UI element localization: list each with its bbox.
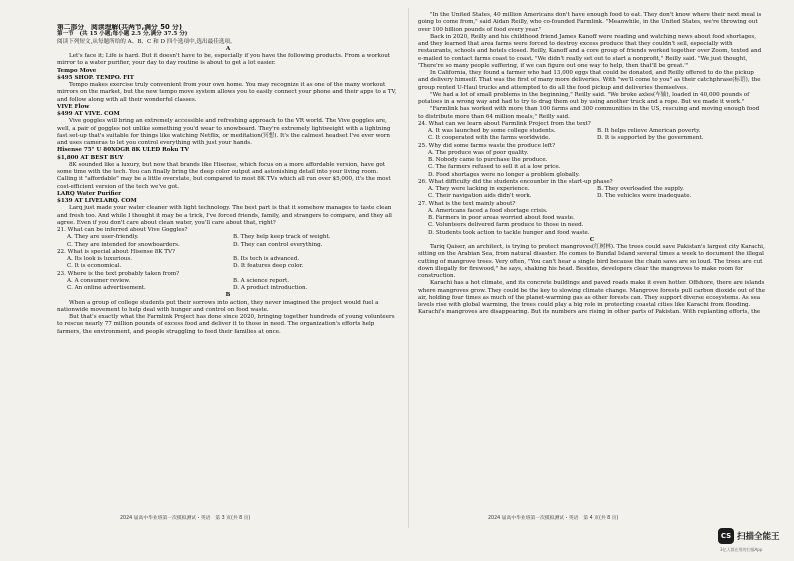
question-22-options bbox=[57, 256, 399, 271]
option: D. The vehicles were inadequate. bbox=[597, 193, 692, 200]
option: A. Its look is luxurious. bbox=[67, 256, 133, 262]
option: A. They were lacking in experience. bbox=[428, 186, 530, 192]
option: C. It cooperated with the farms worldwide. bbox=[428, 135, 551, 142]
question-26: 26. What difficulty did the students encounter in the start-up phase? bbox=[418, 178, 613, 185]
option: D. Students took action to tackle hunger and food waste. bbox=[428, 229, 590, 236]
option: B. Nobody came to purchase the produce. bbox=[428, 157, 548, 163]
option: C. The farmers refused to sell it at a low price. bbox=[428, 164, 561, 171]
option: D. A product introduction. bbox=[233, 285, 308, 291]
question-27: 27. What is the text mainly about? bbox=[418, 200, 516, 207]
option: B. It helps relieve American poverty. bbox=[597, 128, 701, 134]
product-2-text: Vive goggles will bring an extremely accessible and refreshing approach to the VR world. The Vive goggles are, well, a pair of goggles not unlike something you'd wear to snowboard. They're extremely lightweight with a lightning fast set-up that's suitable for things like watching Netflix, or meditation(冥想). It's the calmest headset I've ever worn and uses cameras to let you control everything with just your hands. bbox=[57, 118, 391, 146]
option: B. Its tech is advanced. bbox=[233, 256, 300, 262]
product-4-price: $139 AT LIVELARQ. COM bbox=[57, 198, 137, 204]
question-25-options bbox=[418, 150, 766, 179]
option: A. A consumer review. bbox=[67, 277, 131, 284]
option: C. Their navigation aids didn't work. bbox=[428, 193, 532, 200]
right-page bbox=[418, 12, 766, 508]
product-4-text: Larq just made your water cleaner with light technology. The best part is that it somehow manages to taste clean and fresh too. And while I thought it may be a trick, I've forced friends, family, and strangers to compare, and they all agree. Even if you don't care about clean water, you'll care about that, right? bbox=[57, 205, 392, 226]
option: B. Farmers in poor areas worried about food waste. bbox=[428, 215, 575, 221]
product-1-text: Tempo makes exercise truly convenient from your own home. You may recognize it as one of the many workout mirrors on the market, but the new tempo move system allows you to easily connect your phone and their apps to a TV, and follow along with all their wonderful classes. bbox=[57, 82, 397, 103]
sub-title: 第一节 (共 15 小题;每小题 2.5 分,满分 37.5 分) bbox=[57, 31, 188, 38]
product-2-price: $499 AT VIVE. COM bbox=[57, 111, 120, 117]
product-4-name: LARQ Water Purifier bbox=[57, 190, 122, 197]
product-3-text: 8K sounded like a luxury, but now that brands like Hisense, which focus on a more affordable version, have got some time with the tech. You can finally bring the deep color output and astonishing detail into your living room. Calling it "affordable" may be a little overstate, but compared to most 8K TVs which all run over $5,000, it's the most cost-efficient version of the tech we've got. bbox=[57, 161, 391, 190]
left-page bbox=[57, 24, 399, 508]
question-24-options bbox=[418, 128, 766, 143]
product-3-price: $1,800 AT BEST BUY bbox=[57, 154, 124, 161]
product-1-name: Tempo Move bbox=[57, 67, 97, 74]
passage-b-paragraph: "In the United States, 40 million Americans don't have enough food to eat. They don't know where their next meal is going to come from," said Aidan Reilly, who co-founded Farmlink. "Meanwhile, in the United States, we're throwing out over 100 billion pounds of food every year." bbox=[418, 12, 762, 33]
option: A. The produce was of poor quality. bbox=[428, 149, 529, 156]
question-27-options bbox=[418, 208, 766, 237]
option: B. They overloaded the supply. bbox=[597, 186, 685, 192]
product-3-name: Hisense 75" U 80XOGR 8K ULED Roku TV bbox=[57, 147, 189, 154]
option: C. An online advertisement. bbox=[67, 285, 146, 291]
passage-b-paragraph: But that's exactly what the Farmlink Project has done since 2020, bringing together hundreds of young volunteers to rescue nearly 77 million pounds of excess food and deliver it to those in need. The organization's efforts help farmers, the environment, and people struggling to feed their families at once. bbox=[57, 314, 395, 335]
option: D. It features deep color. bbox=[233, 263, 304, 270]
passage-c-paragraph: Tariq Qaiser, an architect, is trying to protect mangroves(红树林). The trees could save Pakistan's largest city Karachi, sitting on the Arabian Sea, from natural disaster. He comes to Bundal Island several times a week to document the illegal cutting of mangrove trees. Very often, "You can't hear a single bird because the chain saws are so loud. The trees are cut down illegally for firewood," he says, shaking his head. Besides, developers clear the mangroves to make room for construction. bbox=[418, 244, 765, 279]
passage-b-paragraph: "Farmlink has worked with more than 100 farms and 300 communities in the US, rescuing and moving enough food to distribute more than 64 million meals," Reilly said. bbox=[418, 106, 760, 120]
option: A. It was launched by some college students. bbox=[428, 128, 556, 134]
footer-left: 2024 届高中毕业班第一次模拟测试・英语 第 3 页(共 8 页) bbox=[120, 516, 251, 521]
option: A. They are user-friendly. bbox=[67, 234, 139, 241]
watermark-name: 扫描全能王 bbox=[737, 532, 780, 542]
camscanner-logo-icon: CS bbox=[718, 528, 734, 544]
page-divider bbox=[408, 8, 409, 528]
product-2-name: VIVE Flow bbox=[57, 103, 90, 110]
option: D. Food shortages were no longer a problem globally. bbox=[428, 171, 580, 178]
option: C. Volunteers delivered farm produce to those in need. bbox=[428, 222, 584, 229]
camscanner-watermark bbox=[718, 527, 790, 557]
question-25: 25. Why did some farms waste the produce left? bbox=[418, 142, 556, 149]
passage-b-paragraph: "We had a lot of small problems in the beginning," Reilly said. "We broke axles(车轴), loaded in 40,000 pounds of potatoes in a wrong way and had to try to drag them out by using another truck and a rope. But we made it work." bbox=[418, 91, 750, 105]
passage-a-label: A bbox=[225, 45, 231, 52]
question-26-options bbox=[418, 186, 766, 201]
passage-b-paragraph: When a group of college students put their sorrows into action, they never imagined the project would fuel a nationwide movement to help deal with hunger and control on food waste. bbox=[57, 299, 379, 313]
question-23-options bbox=[57, 278, 399, 293]
question-24: 24. What can we learn about Farmlink Project from the text? bbox=[418, 120, 591, 127]
section-title: 第二部分 阅读理解(共两节,满分 50 分) bbox=[57, 24, 182, 31]
option: B. They help keep track of weight. bbox=[233, 234, 331, 241]
passage-c-label: C bbox=[589, 236, 595, 243]
footer-right: 2024 届高中毕业班第一次模拟测试・英语 第 4 页(共 8 页) bbox=[488, 516, 619, 521]
passage-c-paragraph: Karachi has a hot climate, and its concrete buildings and paved roads make it even hotter. Offshore, there are islands where mangroves grow. They could be the key to slowing climate change. Mangrove forests pull carbon dioxide out of the air, holding four times as much of the planet-warming gas as other forests can. They support diverse ecosystems. As sea levels rise with global warming, the trees could play a big role in protecting coastal cities like Karachi from flooding. Karachi's mangroves are disappearing. But its numbers are rising in other parts of Pakistan. With replanting efforts, the bbox=[418, 280, 766, 316]
option: D. They can control everything. bbox=[233, 241, 323, 248]
option: C. It is economical. bbox=[67, 263, 122, 270]
passage-b-paragraph: Back in 2020, Reilly and his childhood friend James Kanoff were reading and watching news about food shortages, and they learned that area farms were forced to destroy excess produce that they couldn't sell, especially with restaurants, schools and hotels closed. Reilly, Kanoff and a core group of friends worked together over Zoom, texted and e-mailed to contact farms coast to coast. "We didn't really set out to start a nonprofit," Reilly said. "We just thought, 'There're so many people suffering, if we can figure out one way to help, then that'll be great.'" bbox=[418, 33, 762, 69]
option: D. It is supported by the government. bbox=[597, 135, 704, 142]
instruction: 阅读下列短文,从每题所给的 A、B、C 和 D 四个选项中,选出最佳选项。 bbox=[57, 38, 236, 45]
question-21: 21. What can be inferred about Vive Goggles? bbox=[57, 227, 188, 233]
question-21-options bbox=[57, 234, 399, 249]
watermark-subtitle: 3亿人都在用的扫描App bbox=[720, 547, 763, 552]
option: C. They are intended for snowboarders. bbox=[67, 241, 180, 248]
option: B. A science report. bbox=[233, 277, 290, 284]
question-23: 23. Where is the text probably taken from? bbox=[57, 270, 180, 277]
passage-a-intro: Let's face it; Life is hard. But it doesn't have to be, especially if you have the following products. From a workout mirror to a water purifier, your day to day routine is about to get a lot easier. bbox=[57, 53, 391, 67]
question-22: 22. What is special about Hisense 8K TV? bbox=[57, 248, 176, 255]
passage-b-paragraph: In California, they found a farmer who had 13,000 eggs that could be donated, and Reilly offered to do the pickup and delivery himself. That was the first of many more deliveries. With "we'll come to you" as their catchphrase(标语), the group rented U-Haul trucks and attempted to do all the food pickup and deliveries themselves. bbox=[418, 70, 761, 91]
passage-b-label: B bbox=[225, 292, 231, 299]
option: A. Americans faced a food shortage crisis. bbox=[428, 207, 548, 214]
product-1-price: $495 SHOP. TEMPO. FIT bbox=[57, 74, 134, 81]
